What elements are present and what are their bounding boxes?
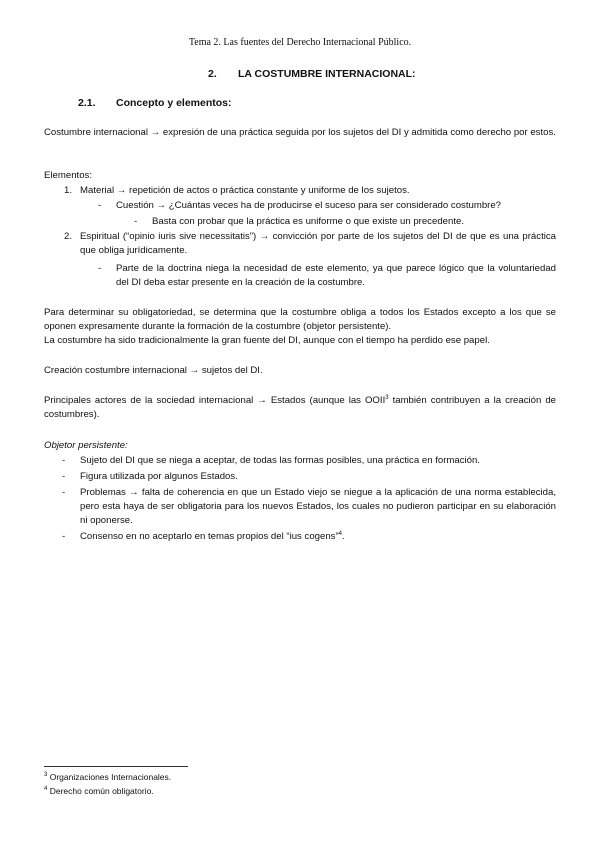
- bullet-item: Sujeto del DI que se niega a aceptar, de todas las formas posibles, una práctica en formación.: [80, 455, 480, 466]
- subsub-item: Basta con probar que la práctica es uniforme o que existe un precedente.: [152, 216, 464, 227]
- consenso-end: .: [342, 531, 345, 542]
- footnote-ref: 4: [338, 531, 342, 537]
- footnote-text: Derecho común obligatorio.: [49, 786, 154, 796]
- section-number: 2.: [208, 68, 217, 80]
- actores-text: Principales actores de la sociedad internacional → Estados (aunque las OOII: [44, 395, 386, 406]
- list-item-marker: 2.: [64, 231, 73, 242]
- footnote-number: 4: [44, 786, 48, 792]
- section-heading: [208, 68, 416, 80]
- page-header: Tema 2. Las fuentes del Derecho Internacional Público.: [188, 37, 412, 48]
- sub-item: Cuestión → ¿Cuántas veces ha de producirse el suceso para ser considerado costumbre?: [116, 200, 502, 211]
- elements-label: Elementos:: [44, 170, 92, 181]
- list-item: Material → repetición de actos o práctica constante y uniforme de los sujetos.: [80, 185, 410, 196]
- subsection-number: 2.1.: [78, 97, 96, 109]
- footnote-number: 3: [44, 772, 48, 778]
- subsub-item-marker: -: [134, 216, 138, 227]
- bullet-marker: -: [62, 487, 66, 498]
- actores-paragraph: [44, 394, 556, 422]
- footnote-text: Organizaciones Internacionales.: [49, 772, 172, 782]
- fuente-paragraph: La costumbre ha sido tradicionalmente la gran fuente del DI, aunque con el tiempo ha perdido ese papel.: [44, 335, 490, 346]
- section-title: LA COSTUMBRE INTERNACIONAL:: [238, 68, 416, 80]
- footnote: [44, 786, 154, 796]
- bullet-marker: -: [62, 455, 66, 466]
- sub-item-marker: -: [98, 200, 102, 211]
- bullet-item: Problemas → falta de coherencia en que un Estado viejo se niegue a la aplicación de una norma establecida, pero esta haya de ser obligatoria para los nuevos Estados, los cuales no pudieron participar en su elaboración ni oponerse.: [80, 487, 556, 526]
- footnote: [44, 772, 171, 782]
- creacion-paragraph: Creación costumbre internacional → sujetos del DI.: [44, 365, 263, 376]
- actores-text-cont: también contribuyen a la creación de costumbres).: [44, 395, 556, 420]
- list-item: Espiritual (“opinio iuris sive necessitatis”) → convicción por parte de los sujetos del DI de que es una práctica que obliga jurídicamente.: [80, 231, 556, 256]
- sub-item: Parte de la doctrina niega la necesidad de este elemento, ya que parece lógico que la voluntariedad del DI deba estar presente en la creación de la costumbre.: [116, 263, 556, 288]
- bullet-marker: -: [62, 471, 66, 482]
- subsection-title: Concepto y elementos:: [116, 97, 232, 109]
- consenso-text: Consenso en no aceptarlo en temas propios del “ius cogens”: [80, 531, 339, 542]
- sub-item-marker: -: [98, 263, 102, 274]
- footnote-ref: 3: [385, 395, 389, 401]
- bullet-item: [80, 530, 556, 544]
- objetor-title: Objetor persistente:: [44, 440, 128, 451]
- list-item-marker: 1.: [64, 185, 73, 196]
- bullet-item: Figura utilizada por algunos Estados.: [80, 471, 238, 482]
- footnote-separator: [44, 766, 188, 767]
- bullet-marker: -: [62, 531, 66, 542]
- subsection-heading: [78, 97, 232, 109]
- definition-paragraph: Costumbre internacional → expresión de una práctica seguida por los sujetos del DI y admitida como derecho por estos.: [44, 127, 556, 138]
- obligatoriedad-paragraph: Para determinar su obligatoriedad, se determina que la costumbre obliga a todos los Estados excepto a los que se oponen expresamente durante la formación de la costumbre (objetor persistente).: [44, 307, 556, 332]
